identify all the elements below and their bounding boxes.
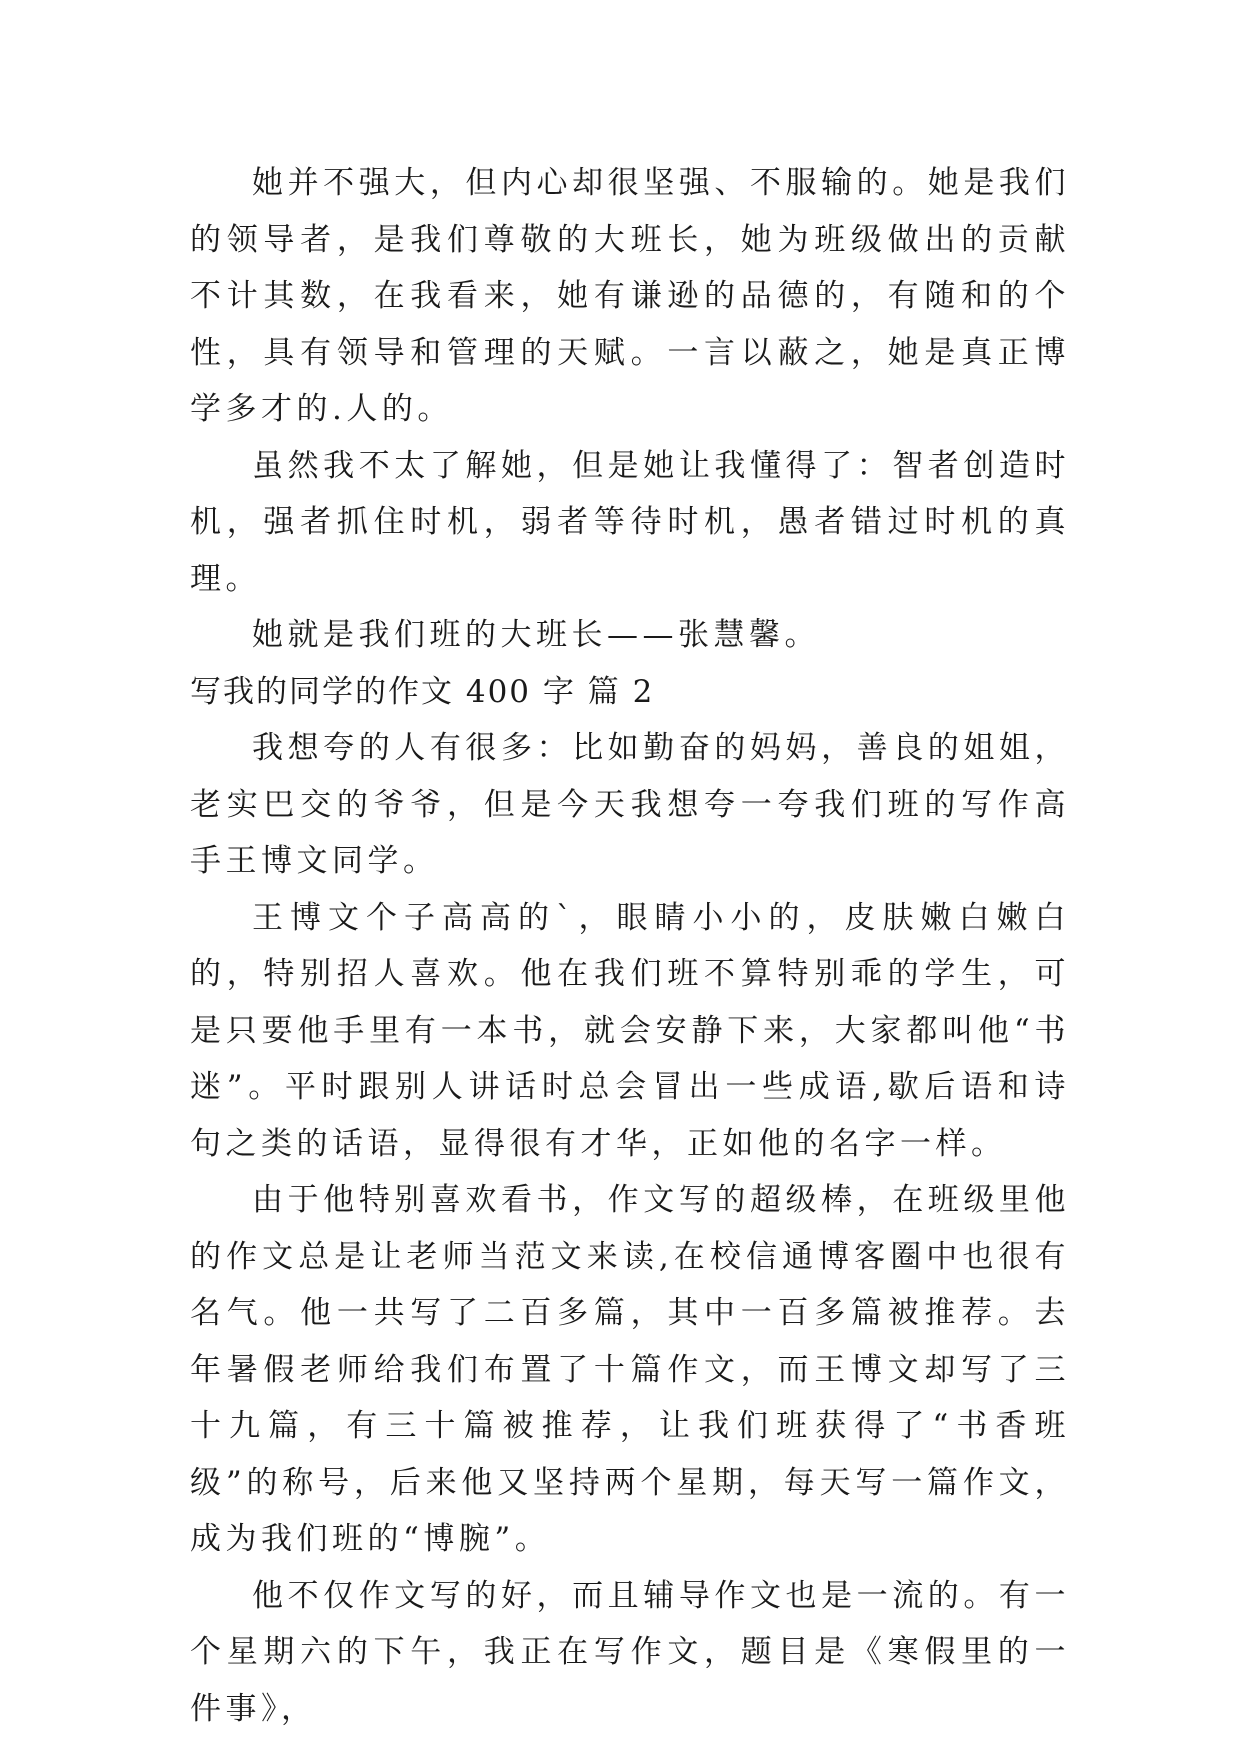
paragraph-leader-description: 她并不强大，但内心却很坚强、不服输的。她是我们的领导者，是我们尊敬的大班长，她为班级做出的贡献不计其数，在我看来，她有谦逊的品德的，有随和的个性，具有领导和管理的天赋。一言以蔽之，她是真正博学多才的.人的。: [190, 165, 1070, 427]
paragraph-lesson-learned: 虽然我不太了解她，但是她让我懂得了：智者创造时机，强者抓住时机，弱者等待时机，愚者错过时机的真理。: [190, 447, 1070, 597]
paragraph-intro-wang-bowen: 我想夸的人有很多：比如勤奋的妈妈，善良的姐姐，老实巴交的爷爷，但是今天我想夸一夸我们班的写作高手王博文同学。: [190, 730, 1070, 879]
document-body: [190, 155, 1070, 1737]
paragraph-tutoring: 他不仅作文写的好，而且辅导作文也是一流的。有一个星期六的下午，我正在写作文，题目是《寒假里的一件事》，: [190, 1577, 1070, 1727]
section-heading: 写我的同学的作文 400 字 篇 2: [190, 673, 655, 710]
paragraph-writing-achievements: 由于他特别喜欢看书，作文写的超级棒，在班级里他的作文总是让老师当范文来读,在校信通博客圈中也很有名气。他一共写了二百多篇，其中一百多篇被推荐。去年暑假老师给我们布置了十篇作文，而王博文却写了三十九篇，有三十篇被推荐，让我们班获得了“书香班级”的称号，后来他又坚持两个星期，每天写一篇作文，成为我们班的“博腕”。: [190, 1182, 1070, 1557]
paragraph-appearance: 王博文个子高高的`，眼睛小小的，皮肤嫩白嫩白的，特别招人喜欢。他在我们班不算特别乖的学生，可是只要他手里有一本书，就会安静下来，大家都叫他“书迷”。平时跟别人讲话时总会冒出一些成语,歇后语和诗句之类的话语，显得很有才华，正如他的名字一样。: [190, 899, 1070, 1162]
paragraph-class-monitor-name: 她就是我们班的大班长——张慧馨。: [252, 617, 820, 653]
